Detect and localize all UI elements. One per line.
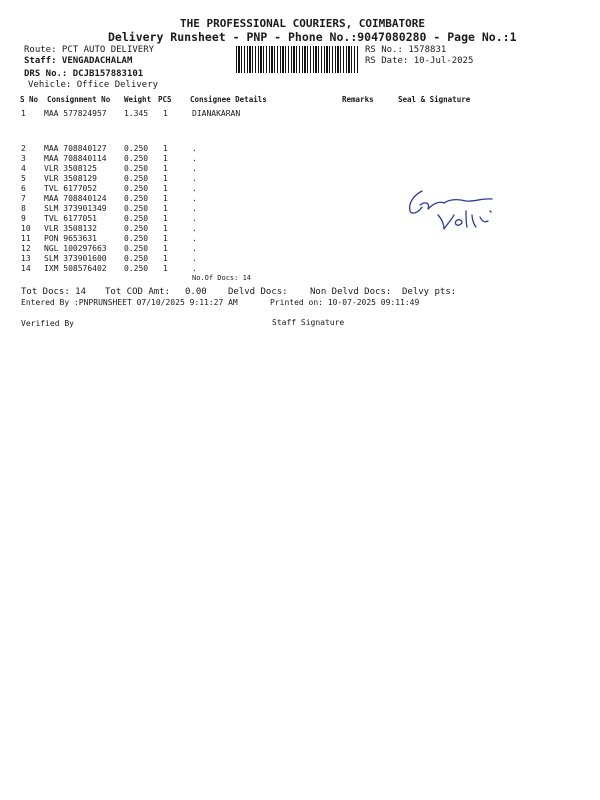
delivered-docs: Delvd Docs: xyxy=(228,287,288,297)
row-sno: 7 xyxy=(21,194,26,203)
row-consignment: MAA 708840114 xyxy=(44,154,107,163)
row-consignee: . xyxy=(192,164,197,173)
row-pcs: 1 xyxy=(163,214,168,223)
row-weight: 0.250 xyxy=(124,154,149,163)
row-sno: 12 xyxy=(21,244,31,253)
vehicle-label: Vehicle: Office Delivery xyxy=(28,80,159,90)
row-sno: 14 xyxy=(21,264,31,273)
row-consignment: NGL 100297663 xyxy=(44,244,107,253)
row-pcs: 1 xyxy=(163,244,168,253)
row-weight: 0.250 xyxy=(124,254,149,263)
col-header-sno: S No xyxy=(20,95,39,104)
row-consignee: . xyxy=(192,204,197,213)
row-sno: 10 xyxy=(21,224,31,233)
row-consignment: MAA 708840127 xyxy=(44,144,107,153)
row-consignment: MAA 577824957 xyxy=(44,109,107,118)
row-pcs: 1 xyxy=(163,224,168,233)
total-docs: Tot Docs: 14 xyxy=(21,287,87,297)
row-weight: 1.345 xyxy=(124,109,149,118)
total-cod-value: 0.00 xyxy=(185,287,207,297)
row-pcs: 1 xyxy=(163,264,168,273)
total-cod-label: Tot COD Amt: xyxy=(105,287,171,297)
row-weight: 0.250 xyxy=(124,184,149,193)
col-header-pcs: PCS xyxy=(158,95,172,104)
row-consignment: SLM 373901349 xyxy=(44,204,107,213)
row-pcs: 1 xyxy=(163,144,168,153)
row-pcs: 1 xyxy=(163,164,168,173)
row-weight: 0.250 xyxy=(124,234,149,243)
row-sno: 5 xyxy=(21,174,26,183)
row-weight: 0.250 xyxy=(124,264,149,273)
row-pcs: 1 xyxy=(163,109,168,118)
no-of-docs: No.Of Docs: 14 xyxy=(192,274,252,282)
col-header-seal: Seal & Signature xyxy=(398,95,471,104)
row-consignee: . xyxy=(192,214,197,223)
row-consignee: . xyxy=(192,144,197,153)
row-consignee: . xyxy=(192,234,197,243)
row-consignee: . xyxy=(192,224,197,233)
row-consignee: . xyxy=(192,184,197,193)
route-label: Route: PCT AUTO DELIVERY xyxy=(24,45,155,55)
row-pcs: 1 xyxy=(163,204,168,213)
verified-by-label: Verified By xyxy=(21,319,74,328)
row-sno: 8 xyxy=(21,204,26,213)
row-sno: 13 xyxy=(21,254,31,263)
drs-number: DRS No.: DCJB157883101 xyxy=(24,69,144,79)
row-consignment: VLR 3508125 xyxy=(44,164,97,173)
row-consignee: . xyxy=(192,244,197,253)
row-consignment: PON 9653631 xyxy=(44,234,97,243)
row-weight: 0.250 xyxy=(124,164,149,173)
row-sno: 2 xyxy=(21,144,26,153)
col-header-weight: Weight xyxy=(124,95,152,104)
row-sno: 4 xyxy=(21,164,26,173)
col-header-consignment: Consignment No xyxy=(47,95,111,104)
row-consignee: DIANAKARAN xyxy=(192,109,241,118)
rs-number: RS No.: 1578831 xyxy=(365,45,447,55)
company-title: THE PROFESSIONAL COURIERS, COIMBATORE xyxy=(180,17,426,30)
row-weight: 0.250 xyxy=(124,244,149,253)
row-consignment: TVL 6177051 xyxy=(44,214,97,223)
entered-by: Entered By :PNPRUNSHEET 07/10/2025 9:11:27 AM xyxy=(21,298,238,307)
row-consignment: MAA 708840124 xyxy=(44,194,107,203)
row-sno: 9 xyxy=(21,214,26,223)
row-pcs: 1 xyxy=(163,184,168,193)
row-consignee: . xyxy=(192,154,197,163)
row-weight: 0.250 xyxy=(124,224,149,233)
staff-signature-label: Staff Signature xyxy=(272,318,345,327)
staff-label: Staff: VENGADACHALAM xyxy=(24,56,133,66)
handwritten-signature xyxy=(400,185,500,235)
row-weight: 0.250 xyxy=(124,194,149,203)
delivery-points: Delvy pts: xyxy=(402,287,457,297)
row-sno: 6 xyxy=(21,184,26,193)
row-pcs: 1 xyxy=(163,234,168,243)
row-consignment: IXM 508576402 xyxy=(44,264,107,273)
row-consignee: . xyxy=(192,264,197,273)
rs-date: RS Date: 10-Jul-2025 xyxy=(365,56,474,66)
row-consignee: . xyxy=(192,254,197,263)
row-sno: 1 xyxy=(21,109,26,118)
barcode-image xyxy=(236,46,358,73)
row-weight: 0.250 xyxy=(124,204,149,213)
row-sno: 11 xyxy=(21,234,31,243)
row-consignment: VLR 3508129 xyxy=(44,174,97,183)
row-weight: 0.250 xyxy=(124,144,149,153)
row-consignee: . xyxy=(192,174,197,183)
row-weight: 0.250 xyxy=(124,214,149,223)
row-consignment: TVL 6177052 xyxy=(44,184,97,193)
row-pcs: 1 xyxy=(163,154,168,163)
runsheet-subtitle: Delivery Runsheet - PNP - Phone No.:9047080280 - Page No.:1 xyxy=(108,30,517,44)
row-pcs: 1 xyxy=(163,194,168,203)
col-header-consignee: Consignee Details xyxy=(190,95,267,104)
printed-on: Printed on: 10-07-2025 09:11:49 xyxy=(270,298,420,307)
row-pcs: 1 xyxy=(163,254,168,263)
row-weight: 0.250 xyxy=(124,174,149,183)
row-consignee: . xyxy=(192,194,197,203)
row-consignment: VLR 3508132 xyxy=(44,224,97,233)
non-delivered-docs: Non Delvd Docs: xyxy=(310,287,392,297)
row-consignment: SLM 373901600 xyxy=(44,254,107,263)
col-header-remarks: Remarks xyxy=(342,95,374,104)
row-pcs: 1 xyxy=(163,174,168,183)
row-sno: 3 xyxy=(21,154,26,163)
